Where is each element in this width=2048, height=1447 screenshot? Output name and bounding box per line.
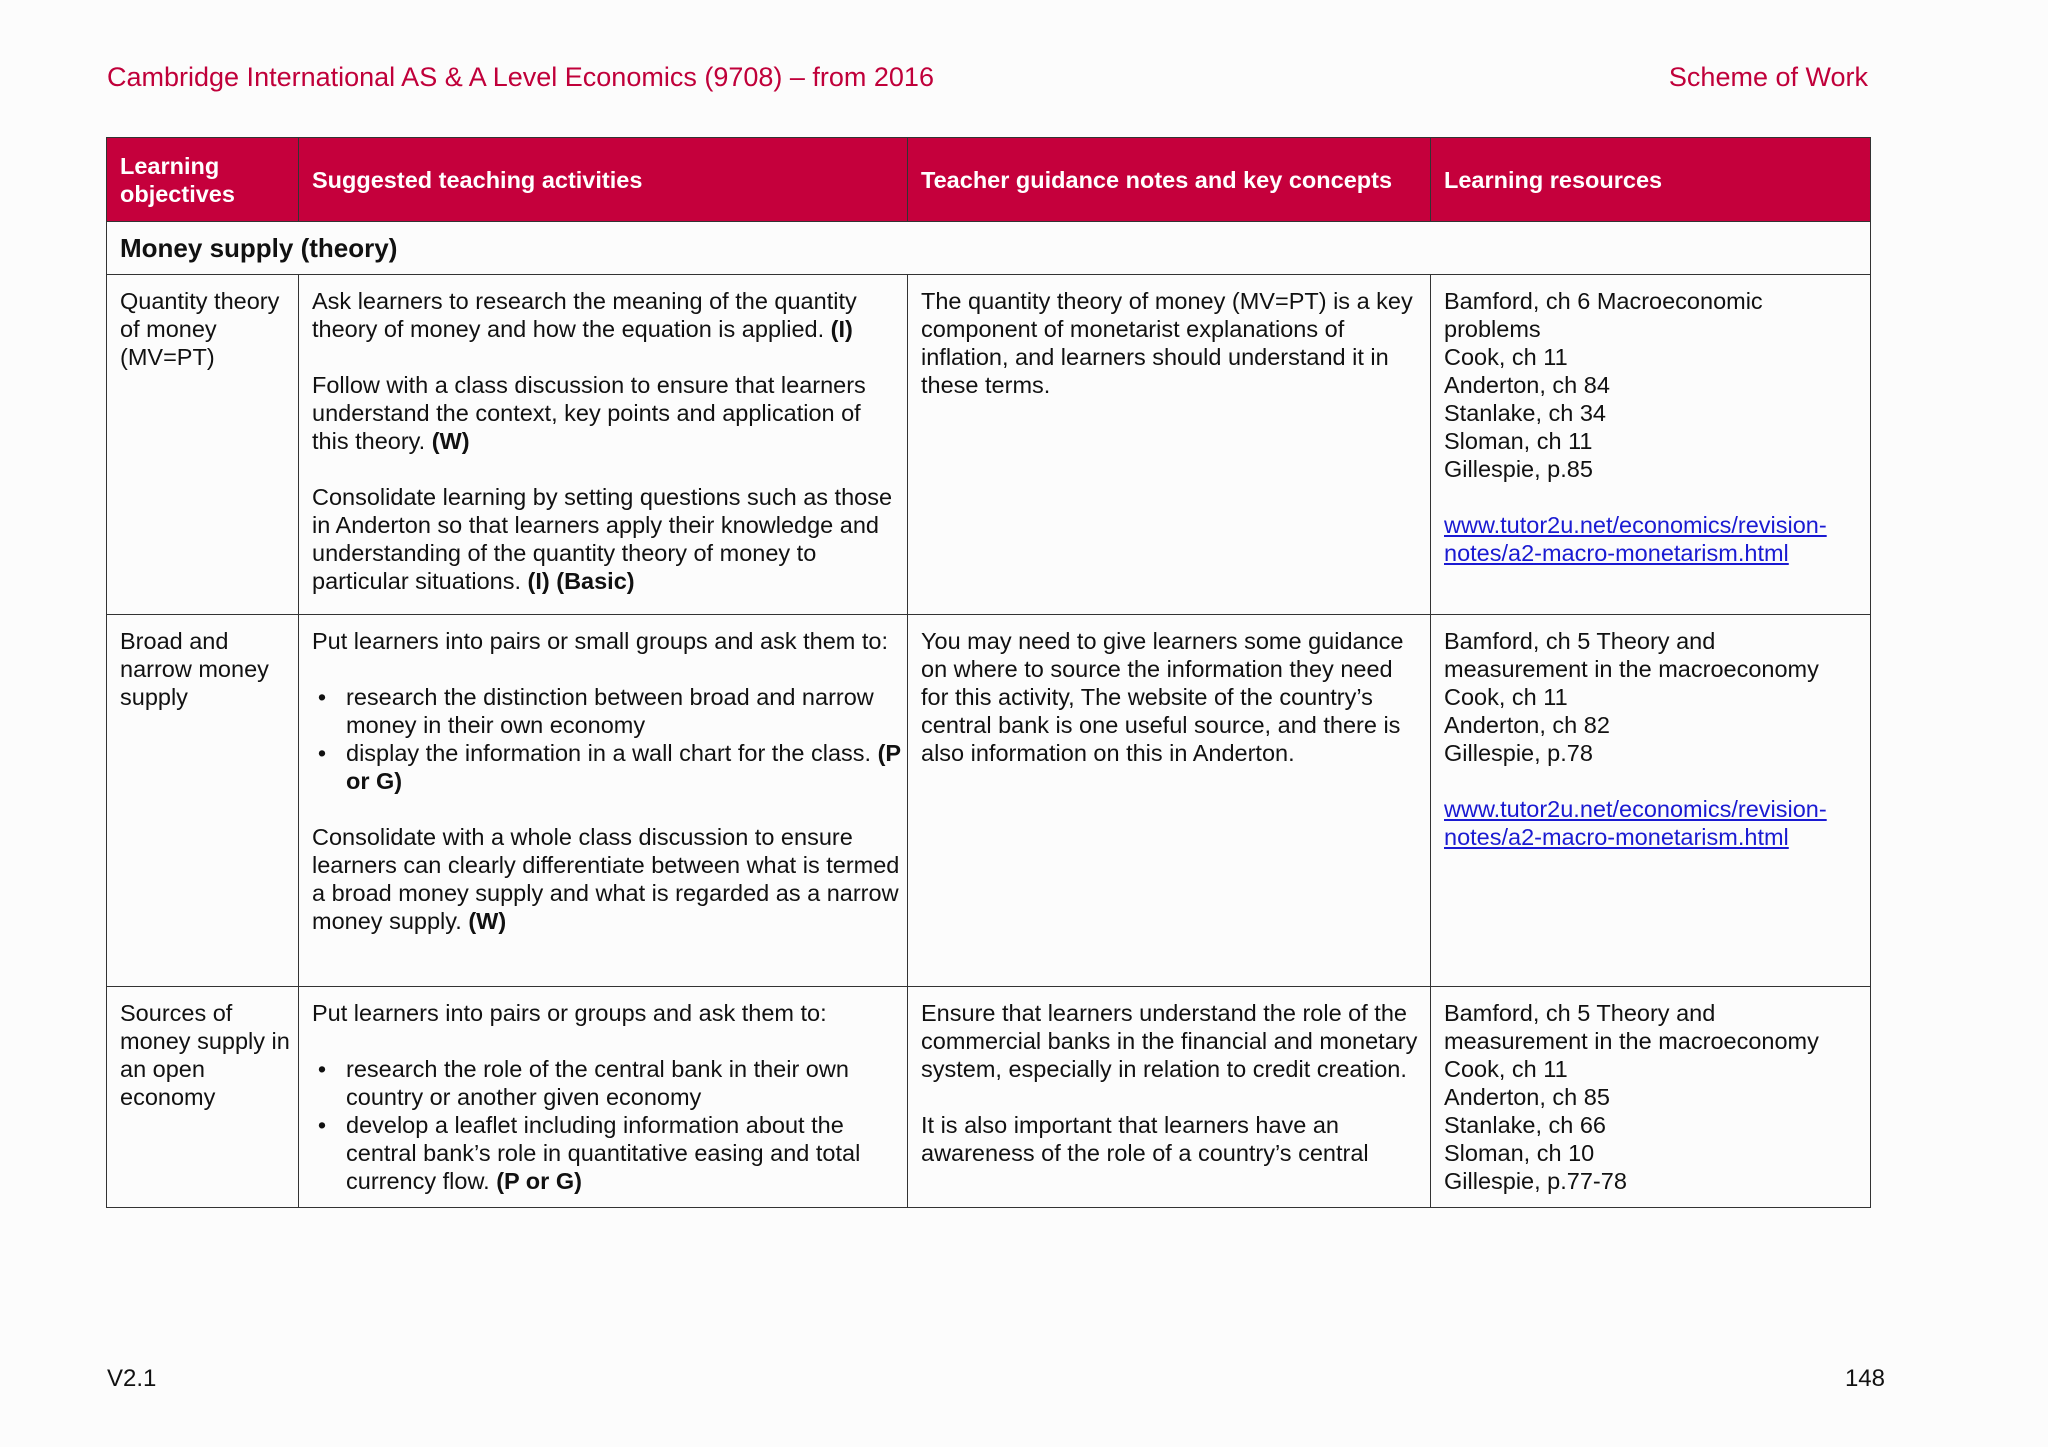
section-row <box>107 222 1871 275</box>
activity-tag: (I) <box>830 316 853 342</box>
resource-item: Gillespie, p.77-78 <box>1444 1168 1627 1194</box>
resource-item: Bamford, ch 5 Theory and measurement in the macroeconomy <box>1444 1000 1819 1054</box>
resource-list <box>1444 999 1865 1195</box>
guidance-notes <box>908 615 1431 987</box>
resource-item: Bamford, ch 5 Theory and measurement in the macroeconomy <box>1444 628 1819 682</box>
bullet-text: develop a leaflet including information about the central bank’s role in quantitative easing and total currency flow. <box>346 1112 861 1194</box>
activity-tag: (P or G) <box>346 740 901 794</box>
table-row <box>107 987 1871 1208</box>
document-title: Cambridge International AS & A Level Economics (9708) – from 2016 <box>107 62 934 92</box>
guidance-paragraph: You may need to give learners some guidance on where to source the information they need for this activity, The website of the country’s central bank is one useful source, and there is also information on this in Anderton. <box>921 628 1404 766</box>
section-title: Money supply (theory) <box>107 222 1871 275</box>
resource-item: Anderton, ch 84 <box>1444 372 1610 398</box>
activity-bullet-list <box>312 683 902 795</box>
activity-tag: (W) <box>431 428 470 454</box>
resource-item: Cook, ch 11 <box>1444 344 1568 370</box>
activity-paragraph <box>312 371 902 455</box>
resource-list <box>1444 627 1865 851</box>
scheme-of-work-table <box>106 137 1871 1208</box>
learning-resources <box>1431 615 1871 987</box>
table-row <box>107 615 1871 987</box>
table-header-row <box>107 138 1871 222</box>
activity-text: Consolidate learning by setting questions such as those in Anderton so that learners apply their knowledge and understanding of the quantity theory of money to particular situations. <box>312 484 893 594</box>
guidance-paragraph: The quantity theory of money (MV=PT) is a key component of monetarist explanations of inflation, and learners should understand it in these terms. <box>921 288 1413 398</box>
bullet-item: • research the distinction between broad and narrow money in their own economy <box>346 683 902 739</box>
resource-item: Gillespie, p.78 <box>1444 740 1593 766</box>
learning-resources <box>1431 275 1871 615</box>
activity-tag: (I) (Basic) <box>527 568 635 594</box>
activity-tag: (W) <box>468 908 507 934</box>
column-header-resources: Learning resources <box>1431 138 1871 222</box>
column-header-guidance: Teacher guidance notes and key concepts <box>908 138 1431 222</box>
guidance-paragraph: It is also important that learners have an awareness of the role of a country’s central <box>921 1112 1369 1166</box>
column-header-objectives: Learning objectives <box>107 138 299 222</box>
activity-paragraph <box>312 287 902 343</box>
column-header-activities: Suggested teaching activities <box>299 138 908 222</box>
resource-item: Stanlake, ch 34 <box>1444 400 1606 426</box>
activity-text: Ask learners to research the meaning of the quantity theory of money and how the equation is applied. <box>312 288 857 342</box>
learning-resources <box>1431 987 1871 1208</box>
resource-item: Sloman, ch 11 <box>1444 428 1593 454</box>
teaching-activities <box>299 987 908 1208</box>
resource-link[interactable]: www.tutor2u.net/economics/revision-notes/a2-macro-monetarism.html <box>1444 512 1827 566</box>
activity-paragraph <box>312 823 902 935</box>
learning-objective: Broad and narrow money supply <box>107 615 299 987</box>
resource-item: Anderton, ch 82 <box>1444 712 1610 738</box>
teaching-activities <box>299 615 908 987</box>
activity-bullet-list <box>312 1055 902 1195</box>
version-label: V2.1 <box>107 1365 157 1392</box>
document-section-label: Scheme of Work <box>1668 62 1868 92</box>
bullet-text: display the information in a wall chart for the class. <box>346 740 872 766</box>
resource-item: Cook, ch 11 <box>1444 1056 1568 1082</box>
bullet-item <box>346 739 902 795</box>
activity-intro: Put learners into pairs or small groups and ask them to: <box>312 628 889 654</box>
guidance-notes <box>908 275 1431 615</box>
activity-text: Consolidate with a whole class discussion to ensure learners can clearly differentiate between what is termed a broad money supply and what is regarded as a narrow money supply. <box>312 824 900 934</box>
guidance-notes <box>908 987 1431 1208</box>
resource-item: Bamford, ch 6 Macroeconomic problems <box>1444 288 1763 342</box>
resource-item: Sloman, ch 10 <box>1444 1140 1595 1166</box>
learning-objective: Quantity theory of money (MV=PT) <box>107 275 299 615</box>
resource-link[interactable]: www.tutor2u.net/economics/revision-notes/a2-macro-monetarism.html <box>1444 796 1827 850</box>
activity-intro: Put learners into pairs or groups and ask them to: <box>312 1000 827 1026</box>
activity-text: Follow with a class discussion to ensure that learners understand the context, key points and application of this theory. <box>312 372 866 454</box>
page-number: 148 <box>1844 1365 1885 1392</box>
resource-list <box>1444 287 1865 567</box>
table-row <box>107 275 1871 615</box>
learning-objective: Sources of money supply in an open economy <box>107 987 299 1208</box>
bullet-item <box>346 1111 902 1195</box>
activity-tag: (P or G) <box>496 1168 582 1194</box>
teaching-activities <box>299 275 908 615</box>
guidance-paragraph: Ensure that learners understand the role of the commercial banks in the financial and monetary system, especially in relation to credit creation. <box>921 1000 1418 1082</box>
resource-item: Stanlake, ch 66 <box>1444 1112 1606 1138</box>
resource-item: Cook, ch 11 <box>1444 684 1568 710</box>
resource-item: Gillespie, p.85 <box>1444 456 1593 482</box>
resource-item: Anderton, ch 85 <box>1444 1084 1610 1110</box>
bullet-item: • research the role of the central bank in their own country or another given economy <box>346 1055 902 1111</box>
activity-paragraph <box>312 483 902 595</box>
